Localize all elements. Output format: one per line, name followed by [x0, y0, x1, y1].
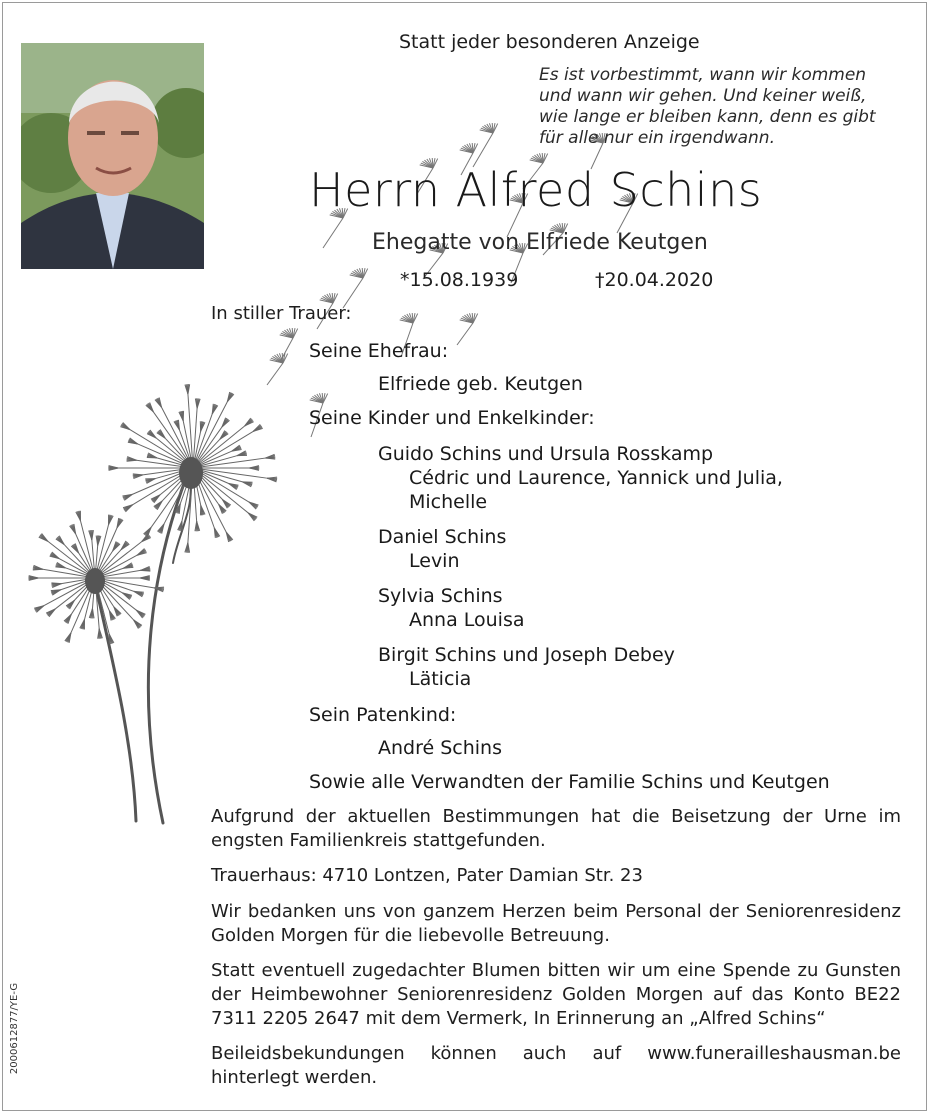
godchild-heading: Sein Patenkind: [309, 704, 456, 726]
quote-line: wie lange er bleiben kann, denn es gibt [539, 107, 909, 128]
deceased-name: Herrn Alfred Schins [309, 163, 762, 217]
burial-paragraph: Aufgrund der aktuellen Bestimmungen hat die Beisetzung der Urne im engsten Familienkreis stattgefunden. [211, 805, 901, 853]
mourners-intro: In stiller Trauer: [211, 303, 351, 324]
address-paragraph: Trauerhaus: 4710 Lontzen, Pater Damian Str. 23 [211, 864, 901, 888]
quote-block [539, 65, 909, 149]
quote-line: Es ist vorbestimmt, wann wir kommen [539, 65, 909, 86]
godchild-name: André Schins [378, 737, 502, 759]
quote-line: und wann wir gehen. Und keiner weiß, [539, 86, 909, 107]
family-children: Levin [409, 550, 460, 572]
birth-date: *15.08.1939 [400, 269, 518, 291]
family-children: Anna Louisa [409, 609, 525, 631]
death-date: †20.04.2020 [595, 269, 713, 291]
condolences-paragraph: Beileidsbekundungen können auch auf www.funerailleshausman.be hinterlegt werden. [211, 1042, 901, 1090]
relatives-line: Sowie alle Verwandten der Familie Schins und Keutgen [309, 771, 830, 793]
family-children: Läticia [409, 668, 471, 690]
portrait-photo [21, 43, 204, 269]
family-parent: Birgit Schins und Joseph Debey [378, 644, 675, 666]
quote-line: für alle nur ein irgendwann. [539, 128, 909, 149]
family-children: Cédric und Laurence, Yannick und Julia, [409, 467, 783, 489]
family-parent: Daniel Schins [378, 526, 506, 548]
wife-name: Elfriede geb. Keutgen [378, 373, 583, 395]
family-parent: Guido Schins und Ursula Rosskamp [378, 443, 713, 465]
donation-paragraph: Statt eventuell zugedachter Blumen bitten wir um eine Spende zu Gunsten der Heimbewohner Seniorenresidenz Golden Morgen auf das Konto BE22 7311 2205 2647 mit dem Vermerk, In Erinnerung an „Alfred Schins“ [211, 959, 901, 1031]
ad-reference-code: 2000612877/YE-G [9, 983, 20, 1074]
thanks-paragraph: Wir bedanken uns von ganzem Herzen beim Personal der Seniorenresidenz Golden Morgen für die liebevolle Betreuung. [211, 900, 901, 948]
notice-header: Statt jeder besonderen Anzeige [399, 31, 700, 53]
children-heading: Seine Kinder und Enkelkinder: [309, 407, 595, 429]
wife-heading: Seine Ehefrau: [309, 340, 448, 362]
obituary-notice [2, 2, 927, 1111]
spouse-line: Ehegatte von Elfriede Keutgen [372, 230, 708, 255]
family-children: Michelle [409, 491, 487, 513]
family-parent: Sylvia Schins [378, 585, 503, 607]
